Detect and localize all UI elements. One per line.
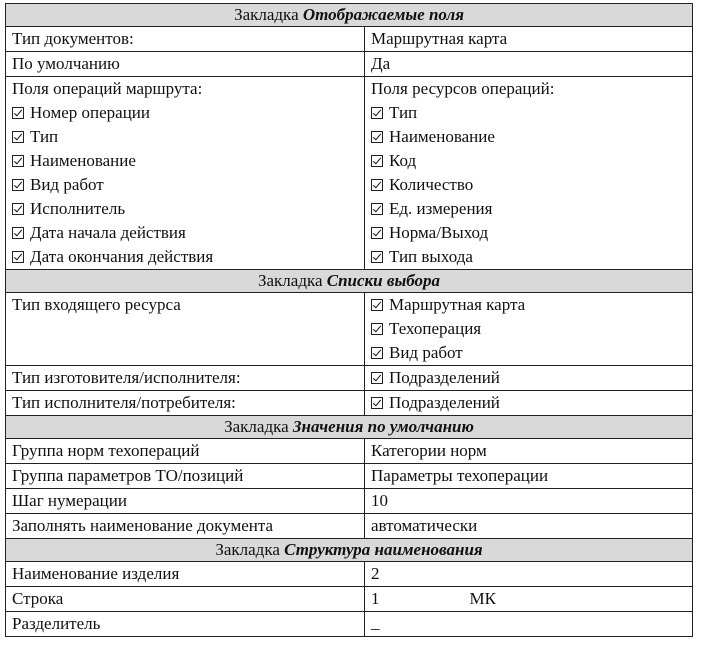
route-ops-cell	[6, 77, 365, 270]
checkbox-checked-icon	[371, 397, 383, 409]
checkbox-checked-icon	[371, 131, 383, 143]
default-row-value: автоматически	[365, 514, 693, 539]
checkbox-checked-icon	[12, 251, 24, 263]
default-row-label: Группа норм техопераций	[6, 439, 365, 464]
doc-type-label: Тип документов:	[6, 27, 365, 52]
checkbox-checked-icon	[12, 179, 24, 191]
checkbox-checked-icon	[371, 227, 383, 239]
table-row	[6, 587, 693, 612]
table-row	[6, 464, 693, 489]
section-prefix: Закладка	[257, 271, 323, 290]
resources-header: Поля ресурсов операций:	[371, 79, 555, 98]
product-name-value: 2	[365, 562, 693, 587]
checkbox-checked-icon	[371, 155, 383, 167]
string-text: МК	[469, 589, 496, 608]
list-item: Номер операции	[12, 101, 364, 125]
executor-value: Подразделений	[365, 391, 693, 416]
list-item: Вид работ	[371, 341, 692, 365]
list-item: Тип	[371, 101, 692, 125]
section-prefix: Закладка	[224, 417, 289, 436]
checkbox-checked-icon	[371, 323, 383, 335]
table-row	[6, 293, 693, 366]
list-item: Исполнитель	[12, 197, 364, 221]
separator-value: _	[365, 612, 693, 637]
default-row-value: 10	[365, 489, 693, 514]
default-row-value: Категории норм	[365, 439, 693, 464]
list-item: Ед. измерения	[371, 197, 692, 221]
section-title: Списки выбора	[326, 271, 441, 290]
section-prefix: Закладка	[234, 5, 299, 24]
table-row	[6, 562, 693, 587]
settings-table	[5, 3, 693, 637]
checkbox-checked-icon	[12, 227, 24, 239]
default-label: По умолчанию	[6, 52, 365, 77]
string-label: Строка	[6, 587, 365, 612]
list-item: Тип	[12, 125, 364, 149]
checkbox-checked-icon	[371, 251, 383, 263]
table-row	[6, 439, 693, 464]
default-row-label: Заполнять наименование документа	[6, 514, 365, 539]
checkbox-checked-icon	[12, 203, 24, 215]
section-header-choice-lists	[6, 270, 693, 293]
incoming-resource-cell	[365, 293, 693, 366]
string-value: 1 МК	[365, 587, 693, 612]
table-row	[6, 612, 693, 637]
executor-label: Тип исполнителя/потребителя:	[6, 391, 365, 416]
checkbox-checked-icon	[371, 179, 383, 191]
table-row	[6, 27, 693, 52]
checkbox-checked-icon	[371, 203, 383, 215]
section-prefix: Закладка	[215, 540, 280, 559]
list-item: Техоперация	[371, 317, 692, 341]
section-title: Структура наименования	[284, 540, 483, 559]
list-item: Код	[371, 149, 692, 173]
section-header-name-structure	[6, 539, 693, 562]
checkbox-checked-icon	[12, 155, 24, 167]
checkbox-checked-icon	[371, 299, 383, 311]
list-item: Наименование	[371, 125, 692, 149]
table-row	[6, 52, 693, 77]
product-name-label: Наименование изделия	[6, 562, 365, 587]
table-row	[6, 77, 693, 270]
default-row-label: Группа параметров ТО/позиций	[6, 464, 365, 489]
incoming-resource-label: Тип входящего ресурса	[6, 293, 365, 366]
list-item: Наименование	[12, 149, 364, 173]
checkbox-checked-icon	[12, 107, 24, 119]
section-header-defaults	[6, 416, 693, 439]
resources-cell	[365, 77, 693, 270]
table-row	[6, 514, 693, 539]
default-row-label: Шаг нумерации	[6, 489, 365, 514]
checkbox-checked-icon	[371, 347, 383, 359]
default-row-value: Параметры техоперации	[365, 464, 693, 489]
section-title: Значения по умолчанию	[292, 417, 474, 436]
table-row	[6, 489, 693, 514]
list-item: Количество	[371, 173, 692, 197]
table-row	[6, 366, 693, 391]
checkbox-checked-icon	[371, 107, 383, 119]
checkbox-checked-icon	[12, 131, 24, 143]
table-row	[6, 391, 693, 416]
maker-label: Тип изготовителя/исполнителя:	[6, 366, 365, 391]
list-item: Норма/Выход	[371, 221, 692, 245]
section-header-displayed-fields	[6, 4, 693, 27]
checkbox-checked-icon	[371, 372, 383, 384]
list-item: Вид работ	[12, 173, 364, 197]
default-value: Да	[365, 52, 693, 77]
maker-value: Подразделений	[365, 366, 693, 391]
route-ops-header: Поля операций маршрута:	[12, 79, 203, 98]
separator-label: Разделитель	[6, 612, 365, 637]
list-item: Тип выхода	[371, 245, 692, 269]
list-item: Маршрутная карта	[371, 293, 692, 317]
list-item: Дата начала действия	[12, 221, 364, 245]
doc-type-value: Маршрутная карта	[365, 27, 693, 52]
section-title: Отображаемые поля	[302, 5, 464, 24]
list-item: Дата окончания действия	[12, 245, 364, 269]
